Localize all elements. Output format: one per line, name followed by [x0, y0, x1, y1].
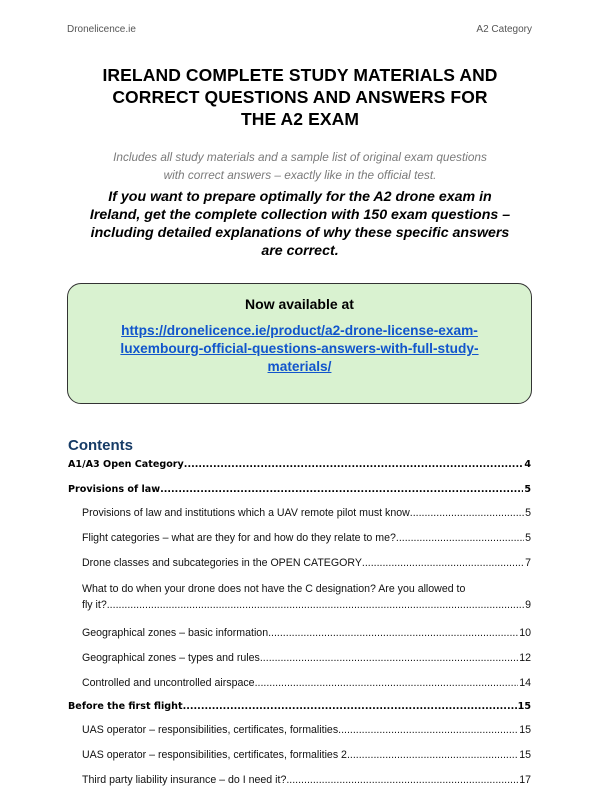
toc-entry[interactable]	[68, 745, 531, 770]
toc-entry-text[interactable]: Flight categories – what are they for and how do they relate to me?	[82, 532, 396, 544]
toc-entry[interactable]	[68, 648, 531, 673]
toc-entry-page: 5	[525, 507, 531, 519]
toc-entry-text[interactable]: Third party liability insurance – do I need it?	[82, 774, 287, 786]
toc-entry[interactable]	[68, 528, 531, 553]
toc-entry-page: 4	[524, 459, 531, 470]
toc-entry-text[interactable]: UAS operator – responsibilities, certificates, formalities 2	[82, 749, 347, 761]
product-link-line[interactable]: https://dronelicence.ie/product/a2-drone-license-exam-	[121, 323, 478, 338]
title-line: CORRECT QUESTIONS AND ANSWERS FOR	[112, 87, 488, 107]
document-title	[60, 64, 540, 130]
toc-entry-text[interactable]: Provisions of law and institutions which a UAV remote pilot must know	[82, 507, 410, 519]
toc-entry[interactable]	[68, 720, 531, 745]
toc-entry-page: 15	[517, 701, 531, 712]
availability-heading: Now available at	[245, 296, 354, 312]
promo-line: If you want to prepare optimally for the A2 drone exam in	[108, 189, 492, 205]
toc-entry-text[interactable]: Geographical zones – basic information	[82, 627, 269, 639]
product-link-line[interactable]: materials/	[267, 359, 332, 374]
toc-entry[interactable]	[68, 578, 531, 623]
toc-entry[interactable]	[68, 455, 531, 480]
toc-entry-text[interactable]: Controlled and uncontrolled airspace	[82, 677, 255, 689]
toc-entry-page: 7	[525, 557, 531, 569]
toc-entry-page: 5	[524, 484, 531, 495]
toc-entry-text-cont[interactable]: fly it?	[82, 599, 107, 611]
toc-entry-text[interactable]: Before the first flight	[68, 701, 183, 712]
toc-entry-page: 14	[519, 677, 531, 689]
availability-box	[67, 283, 532, 404]
toc-entry-text[interactable]: Drone classes and subcategories in the OPEN CATEGORY	[82, 557, 362, 569]
toc-entry-page: 9	[525, 599, 531, 611]
toc-entry[interactable]	[68, 770, 531, 793]
contents-title: Contents	[68, 437, 133, 454]
title-line: THE A2 EXAM	[240, 109, 360, 129]
toc-entry-page: 12	[519, 652, 531, 664]
toc-entry-page: 10	[519, 627, 531, 639]
table-of-contents	[68, 455, 531, 793]
subtitle	[70, 148, 530, 184]
promo-line: are correct.	[261, 243, 339, 259]
toc-entry-page: 15	[519, 749, 531, 761]
toc-entry-text[interactable]: A1/A3 Open Category	[68, 459, 184, 470]
subtitle-line: Includes all study materials and a sample list of original exam questions	[113, 150, 487, 164]
page-header	[67, 24, 532, 38]
toc-entry-page: 15	[519, 724, 531, 736]
toc-entry[interactable]	[68, 673, 531, 697]
title-line: IRELAND COMPLETE STUDY MATERIALS AND	[102, 65, 498, 85]
toc-entry-page: 17	[519, 774, 531, 786]
toc-entry-text[interactable]: Provisions of law	[68, 484, 161, 495]
toc-entry[interactable]	[68, 623, 531, 648]
toc-entry[interactable]	[68, 553, 531, 578]
promo-line: Ireland, get the complete collection with 150 exam questions –	[89, 207, 511, 223]
header-category: A2 Category	[476, 24, 532, 35]
promo-text	[62, 188, 538, 260]
toc-entry-page: 5	[525, 532, 531, 544]
header-site-name: Dronelicence.ie	[67, 24, 136, 35]
toc-entry[interactable]	[68, 697, 531, 720]
toc-entry[interactable]	[68, 503, 531, 528]
product-link-line[interactable]: luxembourg-official-questions-answers-with-full-study-	[120, 341, 479, 356]
promo-line: including detailed explanations of why these specific answers	[90, 225, 510, 241]
toc-entry[interactable]	[68, 480, 531, 503]
subtitle-line: with correct answers – exactly like in the official test.	[163, 168, 437, 182]
toc-entry-text[interactable]: UAS operator – responsibilities, certificates, formalities	[82, 724, 339, 736]
product-link[interactable]	[78, 322, 521, 376]
toc-entry-text[interactable]: Geographical zones – types and rules	[82, 652, 260, 664]
toc-entry-text[interactable]: What to do when your drone does not have the C designation? Are you allowed to	[82, 583, 466, 595]
